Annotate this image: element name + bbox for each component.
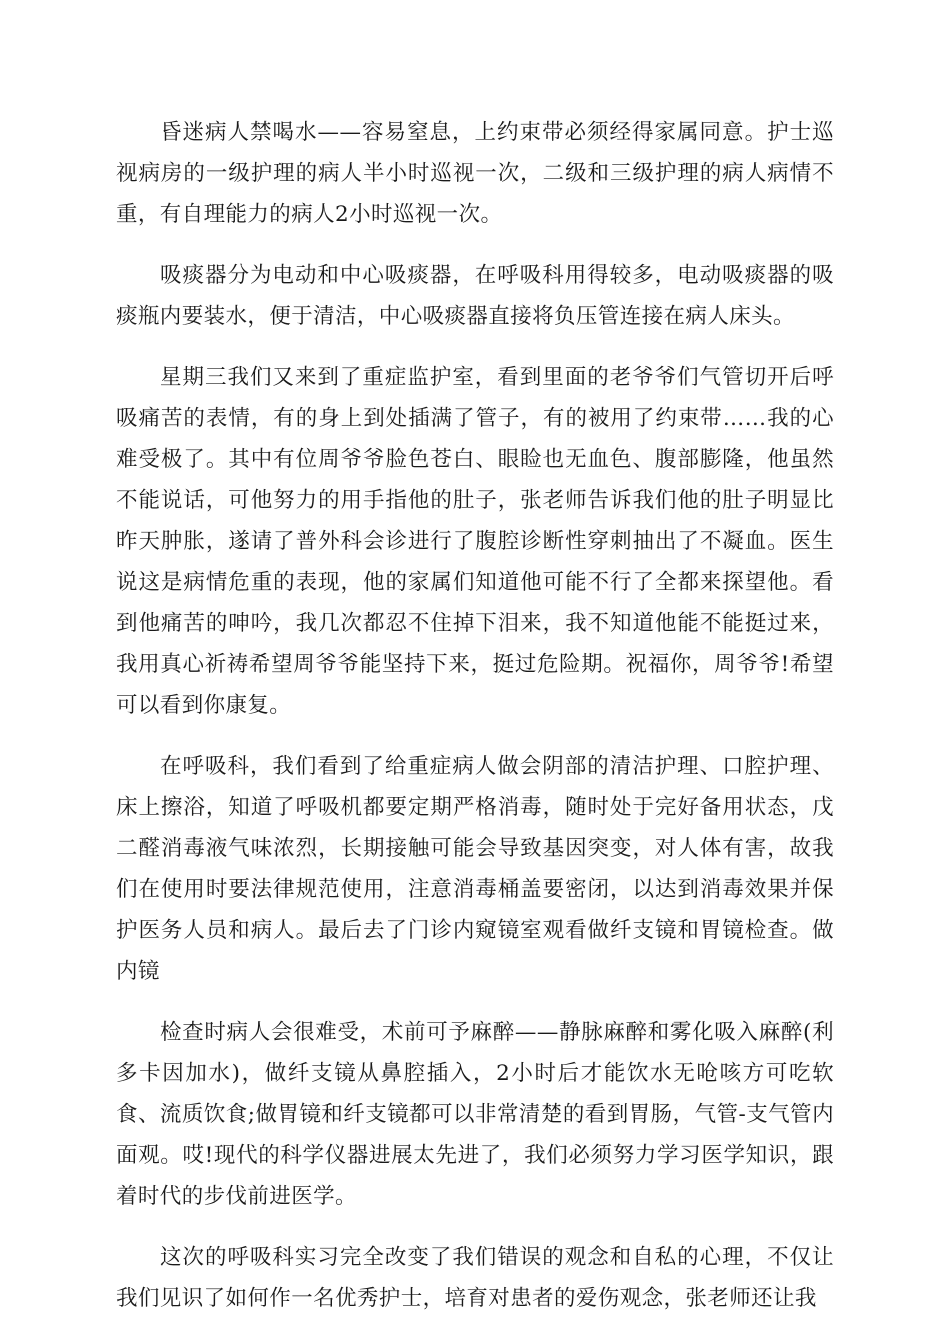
paragraph-2: 吸痰器分为电动和中心吸痰器，在呼吸科用得较多，电动吸痰器的吸痰瓶内要装水，便于清洁，中心吸痰器直接将负压管连接在病人床头。	[116, 263, 834, 329]
document-body	[116, 112, 834, 1319]
paragraph-3: 星期三我们又来到了重症监护室，看到里面的老爷爷们气管切开后呼吸痛苦的表情，有的身上到处插满了管子，有的被用了约束带……我的心难受极了。其中有位周爷爷脸色苍白、眼睑也无血色、腹部膨隆，他虽然不能说话，可他努力的用手指他的肚子，张老师告诉我们他的肚子明显比昨天肿胀，遂请了普外科会诊进行了腹腔诊断性穿刺抽出了不凝血。医生说这是病情危重的表现，他的家属们知道他可能不行了全都来探望他。看到他痛苦的呻吟，我几次都忍不住掉下泪来，我不知道他能不能挺过来，我用真心祈祷希望周爷爷能坚持下来，挺过危险期。祝福你，周爷爷!希望可以看到你康复。	[116, 365, 834, 718]
paragraph-4: 在呼吸科，我们看到了给重症病人做会阴部的清洁护理、口腔护理、床上擦浴，知道了呼吸机都要定期严格消毒，随时处于完好备用状态，戊二醛消毒液气味浓烈，长期接触可能会导致基因突变，对人体有害，故我们在使用时要法律规范使用，注意消毒桶盖要密闭，以达到消毒效果并保护医务人员和病人。最后去了门诊内窥镜室观看做纤支镜和胃镜检查。做内镜	[116, 754, 834, 984]
paragraph-5: 检查时病人会很难受，术前可予麻醉——静脉麻醉和雾化吸入麻醉(利多卡因加水)，做纤支镜从鼻腔插入，2小时后才能饮水无呛咳方可吃软食、流质饮食;做胃镜和纤支镜都可以非常清楚的看到胃肠，气管-支气管内面观。哎!现代的科学仪器进展太先进了，我们必须努力学习医学知识，跟着时代的步伐前进医学。	[116, 1020, 834, 1209]
paragraph-1: 昏迷病人禁喝水——容易窒息，上约束带必须经得家属同意。护士巡视病房的一级护理的病人半小时巡视一次，二级和三级护理的病人病情不重，有自理能力的病人2小时巡视一次。	[116, 120, 834, 227]
paragraph-6: 这次的呼吸科实习完全改变了我们错误的观念和自私的心理，不仅让我们见识了如何作一名优秀护士，培育对患者的爱伤观念，张老师还让我	[116, 1245, 834, 1311]
